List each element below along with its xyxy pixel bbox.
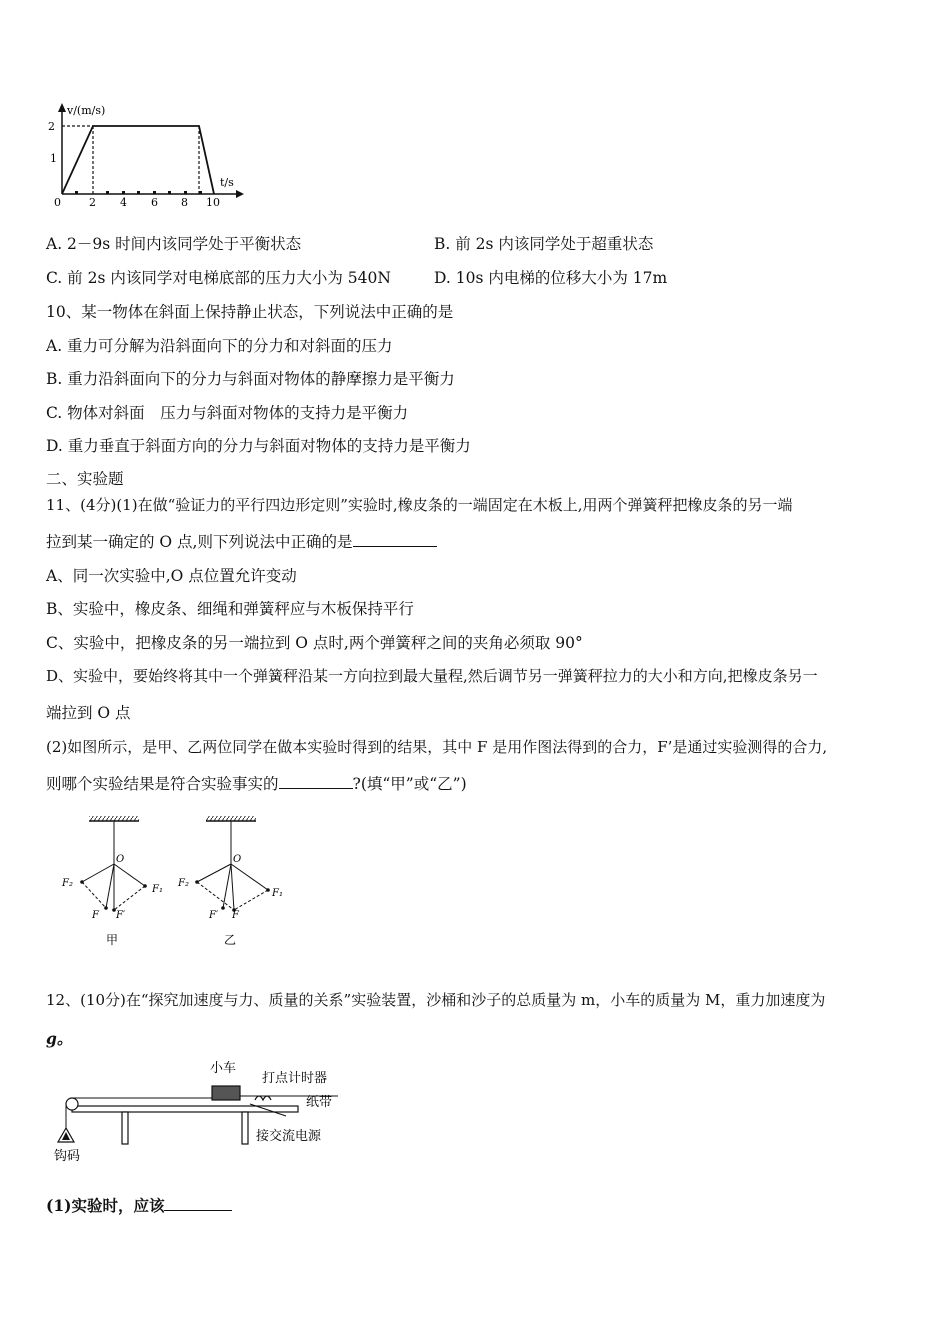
svg-text:O: O (116, 854, 125, 865)
q11-option-c: C、实验中，把橡皮条的另一端拉到 O 点时,两个弹簧秤之间的夹角必须取 90° (46, 634, 583, 652)
x-axis-label: t/s (220, 176, 234, 189)
x-tick: 6 (151, 196, 158, 209)
label-cart: 小车 (210, 1061, 237, 1076)
q11-part2-1: (2)如图所示，是甲、乙两位同学在做本实验时得到的结果，其中 F 是用作图法得到的合力，F’是通过实验测得的合力, (46, 738, 828, 756)
label-hook: 钩码 (54, 1149, 81, 1164)
q10-stem: 10、某一物体在斜面上保持静止状态，下列说法中正确的是 (46, 303, 454, 321)
q10-option-d: D. 重力垂直于斜面方向的分力与斜面对物体的支持力是平衡力 (46, 437, 471, 455)
svg-text:F₂: F₂ (178, 878, 189, 889)
q11-part2-2a: 则哪个实验结果是符合实验事实的 (46, 775, 279, 793)
svg-text:F₂: F₂ (62, 878, 73, 889)
y-tick: 1 (50, 152, 57, 165)
q10-option-c: C. 物体对斜面 压力与斜面对物体的支持力是平衡力 (46, 404, 409, 422)
apparatus-diagram (50, 1056, 350, 1166)
diagram-jia (61, 816, 163, 947)
label-timer: 打点计时器 (262, 1071, 328, 1086)
y-tick: 2 (48, 120, 55, 133)
q11-stem-2 (46, 532, 437, 552)
q11-option-a: A、同一次实验中,O 点位置允许变动 (46, 567, 297, 585)
q11-stem-2-text: 拉到某一确定的 O 点,则下列说法中正确的是 (46, 533, 353, 551)
svg-text:F′: F′ (116, 910, 126, 921)
q9-option-d: D. 10s 内电梯的位移大小为 17m (434, 269, 668, 287)
label-tape: 纸带 (306, 1095, 333, 1110)
label-power: 接交流电源 (256, 1129, 322, 1144)
x-tick: 0 (54, 196, 61, 209)
diagram-yi (177, 816, 283, 947)
svg-text:甲: 甲 (106, 933, 119, 947)
svg-text:F₁: F₁ (152, 884, 163, 895)
section-title: 二、实验题 (46, 470, 124, 488)
answer-blank[interactable] (353, 532, 437, 547)
x-tick: 4 (120, 196, 127, 209)
q12-part1 (46, 1196, 232, 1216)
x-tick: 8 (181, 196, 188, 209)
q9-option-a: A. 2－9s 时间内该同学处于平衡状态 (46, 235, 302, 253)
answer-blank[interactable] (279, 774, 353, 789)
svg-text:F′: F′ (209, 910, 219, 921)
q12-stem-1: 12、(10分)在“探究加速度与力、质量的关系”实验装置，沙桶和沙子的总质量为 m，小车的质量为 M，重力加速度为 (46, 991, 826, 1009)
force-diagram (56, 812, 296, 952)
vt-curve (62, 126, 214, 194)
q12-part1-text: (1)实验时，应该 (46, 1196, 165, 1215)
svg-text:F: F (232, 910, 239, 921)
q11-option-d-1: D、实验中，要始终将其中一个弹簧秤沿某一方向拉到最大量程,然后调节另一弹簧秤拉力的大小和方向,把橡皮条另一 (46, 667, 818, 685)
y-axis-label: v/(m/s) (67, 104, 106, 117)
svg-text:F₁: F₁ (272, 888, 283, 899)
x-tick: 2 (89, 196, 96, 209)
svg-text:乙: 乙 (224, 933, 237, 947)
svg-text:O: O (233, 854, 242, 865)
q10-option-a: A. 重力可分解为沿斜面向下的分力和对斜面的压力 (46, 337, 393, 355)
q12-stem-2: g。 (46, 1029, 73, 1048)
vt-graph (40, 98, 250, 210)
answer-blank[interactable] (164, 1196, 232, 1211)
q10-option-b: B. 重力沿斜面向下的分力与斜面对物体的静摩擦力是平衡力 (46, 370, 455, 388)
x-tick: 10 (206, 196, 220, 209)
q11-stem-1: 11、(4分)(1)在做“验证力的平行四边形定则”实验时,橡皮条的一端固定在木板上,用两个弹簧秤把橡皮条的另一端 (46, 496, 793, 514)
q11-part2-2 (46, 774, 467, 794)
q11-option-d-2: 端拉到 O 点 (46, 704, 131, 722)
q9-option-b: B. 前 2s 内该同学处于超重状态 (434, 235, 654, 253)
q11-part2-2b: ?(填“甲”或“乙”) (352, 775, 467, 793)
q11-option-b: B、实验中，橡皮条、细绳和弹簧秤应与木板保持平行 (46, 600, 414, 618)
q9-option-c: C. 前 2s 内该同学对电梯底部的压力大小为 540N (46, 269, 391, 287)
svg-text:F: F (92, 910, 99, 921)
